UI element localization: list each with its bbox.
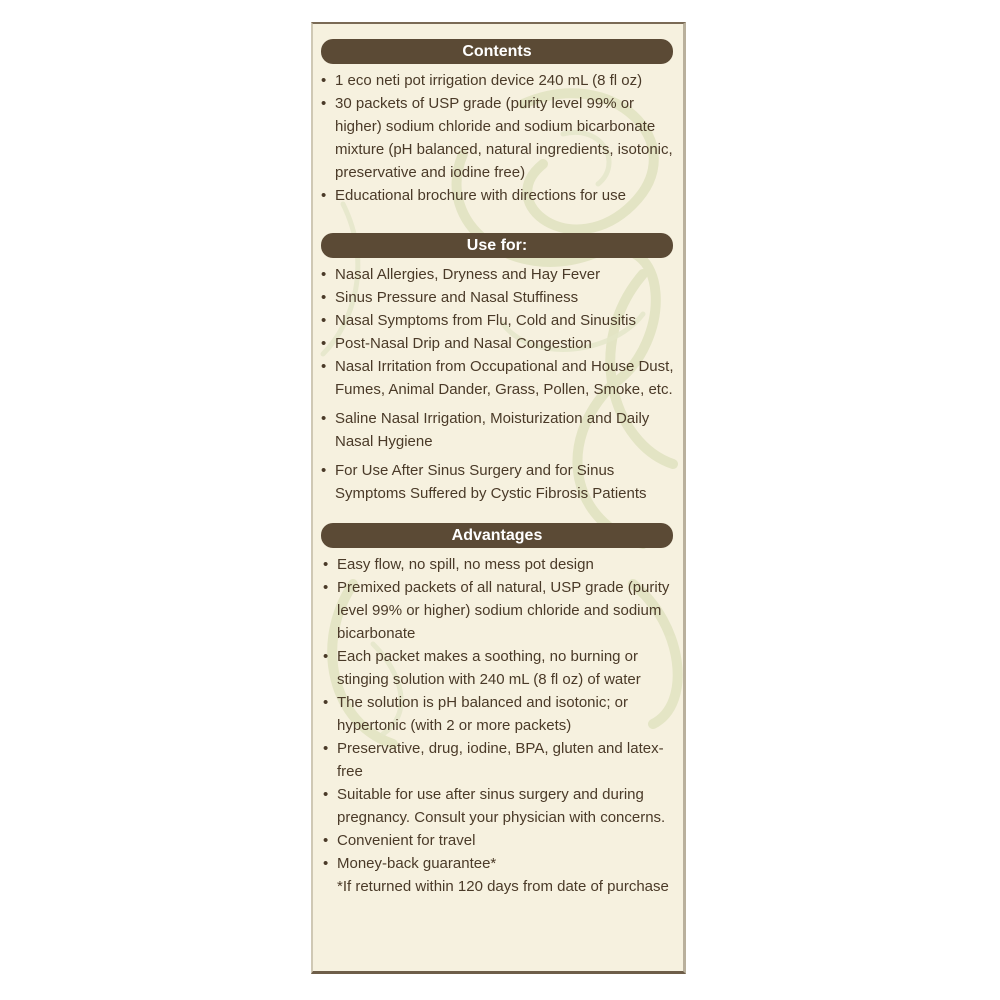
use-for-list (321, 263, 681, 505)
contents-header: Contents (321, 39, 673, 64)
list-item: • Post-Nasal Drip and Nasal Congestion (321, 335, 592, 352)
list-item: • Nasal Allergies, Dryness and Hay Fever (321, 266, 601, 283)
list-item: • Convenient for travel (323, 832, 476, 849)
advantages-header: Advantages (321, 523, 673, 548)
advantages-list (323, 553, 681, 898)
list-item: • Sinus Pressure and Nasal Stuffiness (321, 289, 579, 306)
info-panel (311, 22, 686, 974)
list-item: • Educational brochure with directions for use (321, 187, 626, 204)
list-item: • 30 packets of USP grade (purity level 99% or higher) sodium chloride and sodium bicarbonate mixture (pH balanced, natural ingredients, isotonic, preservative and iodine free) (321, 95, 673, 181)
list-item: • Nasal Symptoms from Flu, Cold and Sinusitis (321, 312, 636, 329)
contents-list (321, 69, 681, 207)
list-item: • The solution is pH balanced and isotonic; or hypertonic (with 2 or more packets) (323, 694, 629, 734)
list-item: • Money-back guarantee* (323, 855, 497, 872)
list-item: • Suitable for use after sinus surgery and during pregnancy. Consult your physician with concerns. (323, 786, 666, 826)
list-item: • Saline Nasal Irrigation, Moisturization and Daily Nasal Hygiene (321, 410, 650, 450)
use-for-header: Use for: (321, 233, 673, 258)
list-item: • Nasal Irritation from Occupational and House Dust, Fumes, Animal Dander, Grass, Pollen, Smoke, etc. (321, 358, 674, 398)
list-item: • Preservative, drug, iodine, BPA, gluten and latex-free (323, 740, 664, 780)
list-item: • Each packet makes a soothing, no burning or stinging solution with 240 mL (8 fl oz) of water (323, 648, 641, 688)
list-item: • Premixed packets of all natural, USP grade (purity level 99% or higher) sodium chloride and sodium bicarbonate (323, 579, 670, 642)
list-item: • For Use After Sinus Surgery and for Sinus Symptoms Suffered by Cystic Fibrosis Patients (321, 462, 647, 502)
list-item: • Easy flow, no spill, no mess pot design (323, 556, 594, 573)
footnote: *If returned within 120 days from date of purchase (337, 878, 669, 895)
list-item: • 1 eco neti pot irrigation device 240 mL (8 fl oz) (321, 72, 643, 89)
